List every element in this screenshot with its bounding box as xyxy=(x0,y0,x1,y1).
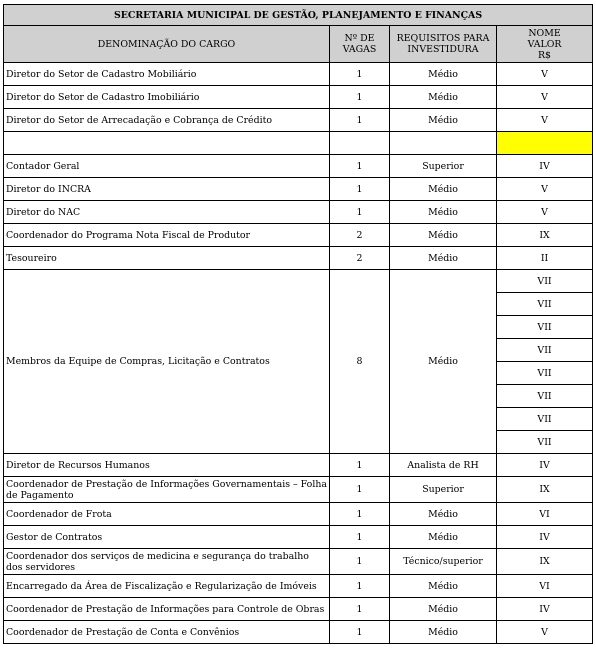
table-row xyxy=(4,86,593,109)
table-body-membros xyxy=(4,270,593,454)
requisitos-cell: Superior xyxy=(390,477,497,503)
table-row xyxy=(4,155,593,178)
cargo-cell: Contador Geral xyxy=(4,155,330,178)
valor-cell: VII xyxy=(497,316,593,339)
cargo-cell: Coordenador de Prestação de Informações Governamentais – Folha de Pagamento xyxy=(4,477,330,503)
vagas-cell: 1 xyxy=(330,86,390,109)
valor-cell: VII xyxy=(497,408,593,431)
vagas-cell: 1 xyxy=(330,63,390,86)
valor-cell: V xyxy=(497,86,593,109)
requisitos-cell: Médio xyxy=(390,86,497,109)
table-row xyxy=(4,63,593,86)
vagas-cell: 1 xyxy=(330,598,390,621)
valor-cell: VII xyxy=(497,362,593,385)
table-row xyxy=(4,503,593,526)
valor-cell: VI xyxy=(497,503,593,526)
table-row xyxy=(4,549,593,575)
vagas-cell: 1 xyxy=(330,526,390,549)
cargo-cell: Coordenador de Prestação de Informações para Controle de Obras xyxy=(4,598,330,621)
cargo-cell: Diretor do NAC xyxy=(4,201,330,224)
valor-cell: IV xyxy=(497,454,593,477)
requisitos-cell: Médio xyxy=(390,109,497,132)
table-row xyxy=(4,178,593,201)
valor-cell: II xyxy=(497,247,593,270)
table-body-top xyxy=(4,63,593,270)
valor-cell: VII xyxy=(497,385,593,408)
requisitos-cell: Médio xyxy=(390,503,497,526)
vagas-cell: 1 xyxy=(330,503,390,526)
table-row xyxy=(4,575,593,598)
valor-cell: VI xyxy=(497,575,593,598)
cargo-cell: Coordenador dos serviços de medicina e segurança do trabalho dos servidores xyxy=(4,549,330,575)
vagas-cell: 1 xyxy=(330,454,390,477)
requisitos-cell: Médio xyxy=(390,224,497,247)
cargo-cell: Diretor do Setor de Cadastro Imobiliário xyxy=(4,86,330,109)
table-row xyxy=(4,621,593,644)
requisitos-cell: Técnico/superior xyxy=(390,549,497,575)
valor-cell: V xyxy=(497,201,593,224)
table-row xyxy=(4,270,593,293)
table-row xyxy=(4,224,593,247)
highlighted-valor-cell xyxy=(497,132,593,155)
cargo-cell: Diretor do Setor de Cadastro Mobiliário xyxy=(4,63,330,86)
vagas-cell: 1 xyxy=(330,155,390,178)
valor-cell: IX xyxy=(497,549,593,575)
vagas-cell: 1 xyxy=(330,477,390,503)
header-requisitos: REQUISITOS PARA INVESTIDURA xyxy=(390,26,497,63)
vagas-cell: 1 xyxy=(330,178,390,201)
requisitos-cell: Médio xyxy=(390,63,497,86)
requisitos-cell: Médio xyxy=(390,270,497,454)
cargo-cell: Diretor do Setor de Arrecadação e Cobrança de Crédito xyxy=(4,109,330,132)
cargo-cell xyxy=(4,132,330,155)
cargo-cell: Diretor do INCRA xyxy=(4,178,330,201)
cargo-cell: Coordenador de Frota xyxy=(4,503,330,526)
requisitos-cell: Médio xyxy=(390,247,497,270)
header-moeda-label: R$ xyxy=(538,49,552,61)
valor-cell: V xyxy=(497,621,593,644)
header-nome-label: NOME xyxy=(528,27,561,39)
vagas-cell: 2 xyxy=(330,224,390,247)
table-title: SECRETARIA MUNICIPAL DE GESTÃO, PLANEJAMENTO E FINANÇAS xyxy=(4,5,593,26)
requisitos-cell: Médio xyxy=(390,621,497,644)
vagas-cell xyxy=(330,132,390,155)
requisitos-cell: Analista de RH xyxy=(390,454,497,477)
requisitos-cell: Médio xyxy=(390,575,497,598)
table-row xyxy=(4,109,593,132)
table-row xyxy=(4,201,593,224)
header-vagas: Nº DE VAGAS xyxy=(330,26,390,63)
valor-cell: VII xyxy=(497,431,593,454)
vagas-cell: 1 xyxy=(330,621,390,644)
header-cargo: DENOMINAÇÃO DO CARGO xyxy=(4,26,330,63)
cargo-cell: Encarregado da Área de Fiscalização e Regularização de Imóveis xyxy=(4,575,330,598)
vagas-cell: 1 xyxy=(330,201,390,224)
cargo-cell: Coordenador do Programa Nota Fiscal de Produtor xyxy=(4,224,330,247)
requisitos-cell: Médio xyxy=(390,526,497,549)
cargo-cell: Coordenador de Prestação de Conta e Convênios xyxy=(4,621,330,644)
cargo-cell: Membros da Equipe de Compras, Licitação e Contratos xyxy=(4,270,330,454)
vagas-cell: 8 xyxy=(330,270,390,454)
valor-cell: VII xyxy=(497,293,593,316)
table-row xyxy=(4,454,593,477)
table-row xyxy=(4,477,593,503)
valor-cell: IX xyxy=(497,477,593,503)
vagas-cell: 2 xyxy=(330,247,390,270)
cargos-table xyxy=(3,4,593,644)
valor-cell: VII xyxy=(497,339,593,362)
valor-cell: V xyxy=(497,63,593,86)
valor-cell: V xyxy=(497,178,593,201)
valor-cell: V xyxy=(497,109,593,132)
vagas-cell: 1 xyxy=(330,549,390,575)
valor-cell: IV xyxy=(497,598,593,621)
requisitos-cell: Médio xyxy=(390,201,497,224)
requisitos-cell xyxy=(390,132,497,155)
cargo-cell: Gestor de Contratos xyxy=(4,526,330,549)
vagas-cell: 1 xyxy=(330,109,390,132)
requisitos-cell: Médio xyxy=(390,598,497,621)
vagas-cell: 1 xyxy=(330,575,390,598)
requisitos-cell: Médio xyxy=(390,178,497,201)
header-valor xyxy=(497,26,593,63)
table-row xyxy=(4,132,593,155)
table-row xyxy=(4,526,593,549)
header-valor-label: VALOR xyxy=(527,38,562,50)
valor-cell: VII xyxy=(497,270,593,293)
valor-cell: IX xyxy=(497,224,593,247)
valor-cell: IV xyxy=(497,155,593,178)
cargo-cell: Tesoureiro xyxy=(4,247,330,270)
table-row xyxy=(4,247,593,270)
table-row xyxy=(4,598,593,621)
requisitos-cell: Superior xyxy=(390,155,497,178)
cargo-cell: Diretor de Recursos Humanos xyxy=(4,454,330,477)
table-body-bottom xyxy=(4,454,593,644)
valor-cell: IV xyxy=(497,526,593,549)
